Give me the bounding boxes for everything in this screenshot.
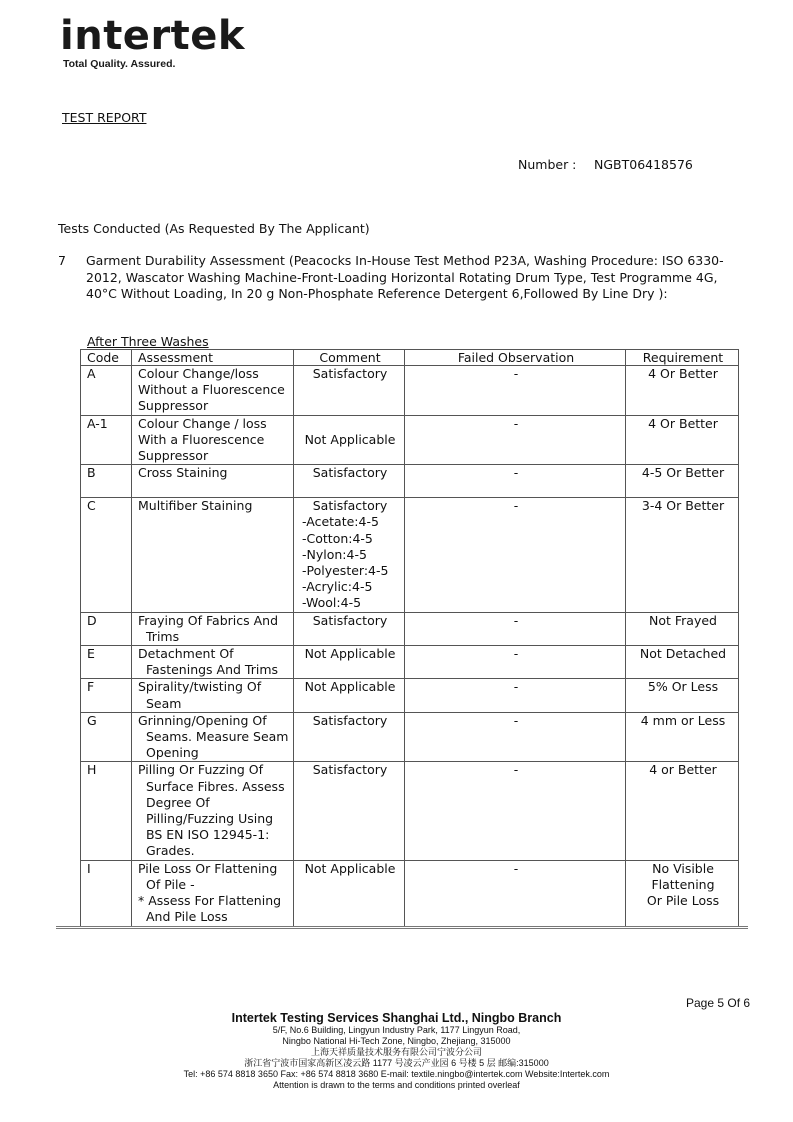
cell-failed-observation	[405, 498, 626, 612]
column-header-comment: Comment	[294, 350, 405, 366]
cell-requirement	[626, 712, 739, 762]
assessment-line: Surface Fibres. Assess	[146, 778, 285, 794]
cell-requirement	[626, 465, 739, 498]
requirement-line: 4 Or Better	[648, 415, 718, 431]
table-row	[81, 612, 739, 645]
cell-code	[81, 498, 132, 612]
column-header-assessment: Assessment	[132, 350, 294, 366]
cell-comment	[294, 612, 405, 645]
cell-assessment	[132, 762, 294, 860]
comment-detail-line: -Wool:4-5	[302, 595, 362, 611]
requirement-line: 4 or Better	[649, 762, 717, 778]
results-table	[80, 349, 739, 927]
requirement-line: 4 mm or Less	[640, 712, 726, 728]
requirement-line: 5% Or Less	[647, 679, 719, 695]
requirement-line: 4-5 Or Better	[641, 465, 725, 481]
assessment-line: Grinning/Opening Of	[138, 712, 267, 728]
assessment-line: Without a Fluorescence	[138, 382, 285, 398]
table-row	[81, 762, 739, 860]
assessment-line: Grades.	[146, 843, 195, 859]
failed-observation-text: -	[513, 465, 519, 481]
assessment-line: Suppressor	[138, 398, 209, 414]
assessment-line: * Assess For Flattening	[138, 893, 282, 909]
test-item-description: Garment Durability Assessment (Peacocks In-House Test Method P23A, Washing Procedure: ISO 6330-2012, Wascator Washing Machine-Front-Loading Horizontal Rotating Drum Type, Test Programme 4G, 40°C Without Loading, In 20 g Non-Phosphate Reference Detergent 6,Followed By Line Dry ):	[86, 253, 724, 301]
footer-chinese-address: 浙江省宁波市国家高新区凌云路 1177 号凌云产业园 6 号楼 5 层 邮编:315000	[244, 1058, 549, 1068]
footer-chinese-company-name: 上海天祥质量技术服务有限公司宁波分公司	[310, 1047, 482, 1057]
cell-code	[81, 646, 132, 679]
cell-failed-observation	[405, 415, 626, 465]
cell-code	[81, 415, 132, 465]
cell-requirement	[626, 498, 739, 612]
cell-code	[81, 612, 132, 645]
cell-assessment	[132, 679, 294, 712]
cell-code	[81, 712, 132, 762]
cell-failed-observation	[405, 366, 626, 416]
cell-requirement	[626, 679, 739, 712]
assessment-line: Suppressor	[138, 448, 209, 464]
comment-detail-line: -Acetate:4-5	[302, 514, 379, 530]
assessment-line: Pilling/Fuzzing Using	[146, 811, 274, 827]
cell-failed-observation	[405, 646, 626, 679]
assessment-line: Pile Loss Or Flattening	[138, 860, 278, 876]
comment-text: Satisfactory	[312, 762, 388, 778]
requirement-line: 3-4 Or Better	[641, 498, 725, 514]
code-text: H	[87, 762, 97, 778]
cell-comment	[294, 762, 405, 860]
failed-observation-text: -	[513, 366, 519, 381]
cell-comment	[294, 415, 405, 465]
cell-comment	[294, 860, 405, 926]
column-header-requirement: Requirement	[626, 350, 739, 366]
assessment-line: Colour Change/loss	[138, 366, 259, 381]
assessment-line: Opening	[146, 745, 199, 761]
report-title: TEST REPORT	[62, 110, 147, 125]
comment-detail-line: -Acrylic:4-5	[302, 579, 373, 595]
assessment-line: Fraying Of Fabrics And	[138, 612, 279, 628]
comment-text: Satisfactory	[312, 498, 388, 514]
table-row	[81, 712, 739, 762]
comment-text: Not Applicable	[304, 646, 396, 662]
assessment-line: With a Fluorescence	[138, 431, 265, 447]
cell-comment	[294, 646, 405, 679]
column-header-failed-observation: Failed Observation	[405, 350, 626, 366]
cell-comment	[294, 465, 405, 498]
cell-assessment	[132, 612, 294, 645]
code-text: F	[87, 679, 95, 695]
comment-text: Not Applicable	[304, 860, 396, 876]
code-text: G	[87, 712, 97, 728]
comment-text: Satisfactory	[312, 612, 388, 628]
code-text: E	[87, 646, 95, 662]
table-row	[81, 366, 739, 416]
cell-requirement	[626, 762, 739, 860]
footer-address-line-2: Ningbo National Hi-Tech Zone, Ningbo, Zhejiang, 315000	[282, 1036, 511, 1046]
cell-assessment	[132, 860, 294, 926]
assessment-line: Multifiber Staining	[138, 498, 253, 514]
footer-divider	[56, 926, 748, 929]
code-text: A-1	[87, 415, 108, 431]
cell-requirement	[626, 415, 739, 465]
table-row	[81, 646, 739, 679]
assessment-line: Spirality/twisting Of	[138, 679, 262, 695]
cell-comment	[294, 498, 405, 612]
failed-observation-text: -	[513, 860, 519, 876]
intertek-logo: intertek	[60, 13, 246, 59]
code-text: I	[87, 860, 91, 876]
comment-detail-line: -Polyester:4-5	[302, 563, 389, 579]
comment-detail-line: -Nylon:4-5	[302, 546, 367, 562]
comment-text: Satisfactory	[312, 465, 388, 481]
cell-requirement	[626, 646, 739, 679]
table-row	[81, 415, 739, 465]
assessment-line: Degree Of	[146, 794, 210, 810]
cell-failed-observation	[405, 762, 626, 860]
table-row	[81, 498, 739, 612]
comment-text: Satisfactory	[312, 366, 388, 381]
cell-code	[81, 860, 132, 926]
table-row	[81, 679, 739, 712]
table-header-row	[81, 350, 739, 366]
requirement-line: Not Frayed	[649, 612, 717, 628]
cell-comment	[294, 679, 405, 712]
assessment-line: And Pile Loss	[146, 909, 228, 925]
column-header-code: Code	[81, 350, 132, 366]
cell-assessment	[132, 415, 294, 465]
report-number-value: NGBT06418576	[594, 157, 693, 172]
footer-address-line-1: 5/F, No.6 Building, Lingyun Industry Park, 1177 Lingyun Road,	[272, 1025, 521, 1035]
report-number-label: Number :	[518, 157, 577, 172]
assessment-line: Seams. Measure Seam	[146, 729, 289, 745]
failed-observation-text: -	[513, 762, 519, 778]
failed-observation-text: -	[513, 646, 519, 662]
cell-comment	[294, 366, 405, 416]
table-row	[81, 860, 739, 926]
requirement-line: No Visible Flattening	[651, 860, 715, 892]
assessment-line: Colour Change / loss	[138, 415, 267, 431]
cell-code	[81, 762, 132, 860]
test-item-number: 7	[58, 253, 66, 268]
cell-code	[81, 465, 132, 498]
failed-observation-text: -	[513, 498, 519, 514]
requirement-line: Not Detached	[639, 646, 727, 662]
failed-observation-text: -	[513, 679, 519, 695]
tests-conducted-heading: Tests Conducted (As Requested By The Applicant)	[58, 221, 370, 236]
cell-assessment	[132, 366, 294, 416]
logo-tagline: Total Quality. Assured.	[63, 58, 176, 70]
failed-observation-text: -	[513, 415, 519, 431]
footer-notice: Attention is drawn to the terms and conditions printed overleaf	[273, 1080, 520, 1090]
cell-comment	[294, 712, 405, 762]
requirement-line: Or Pile Loss	[646, 893, 720, 909]
cell-assessment	[132, 712, 294, 762]
cell-failed-observation	[405, 679, 626, 712]
assessment-line: BS EN ISO 12945-1:	[146, 827, 270, 843]
code-text: B	[87, 465, 96, 481]
comment-text: Satisfactory	[312, 712, 388, 728]
footer-company-name: Intertek Testing Services Shanghai Ltd., Ningbo Branch	[231, 1011, 562, 1025]
assessment-line: Fastenings And Trims	[146, 662, 279, 678]
cell-assessment	[132, 646, 294, 679]
cell-requirement	[626, 860, 739, 926]
comment-text: Not Applicable	[304, 679, 396, 695]
table-row	[81, 465, 739, 498]
cell-code	[81, 366, 132, 416]
requirement-line: 4 Or Better	[648, 366, 718, 381]
cell-failed-observation	[405, 612, 626, 645]
cell-requirement	[626, 366, 739, 416]
cell-code	[81, 679, 132, 712]
assessment-line: Cross Staining	[138, 465, 228, 481]
failed-observation-text: -	[513, 612, 519, 628]
cell-assessment	[132, 465, 294, 498]
assessment-line: Seam	[146, 695, 182, 711]
code-text: C	[87, 498, 96, 514]
assessment-line: Of Pile -	[146, 876, 195, 892]
comment-text: Not Applicable	[304, 431, 396, 447]
assessment-line: Pilling Or Fuzzing Of	[138, 762, 264, 778]
failed-observation-text: -	[513, 712, 519, 728]
footer-contact: Tel: +86 574 8818 3650 Fax: +86 574 8818 3680 E-mail: textile.ningbo@intertek.com Website:Intertek.com	[183, 1069, 610, 1079]
comment-detail-line: -Cotton:4-5	[302, 530, 373, 546]
cell-failed-observation	[405, 712, 626, 762]
assessment-line: Trims	[146, 628, 180, 644]
code-text: D	[87, 612, 97, 628]
assessment-line: Detachment Of	[138, 646, 234, 662]
cell-assessment	[132, 498, 294, 612]
table-caption: After Three Washes	[87, 334, 209, 349]
results-table-body	[81, 366, 739, 927]
cell-failed-observation	[405, 860, 626, 926]
code-text: A	[87, 366, 96, 381]
cell-requirement	[626, 612, 739, 645]
cell-failed-observation	[405, 465, 626, 498]
page-number: Page 5 Of 6	[686, 996, 751, 1010]
